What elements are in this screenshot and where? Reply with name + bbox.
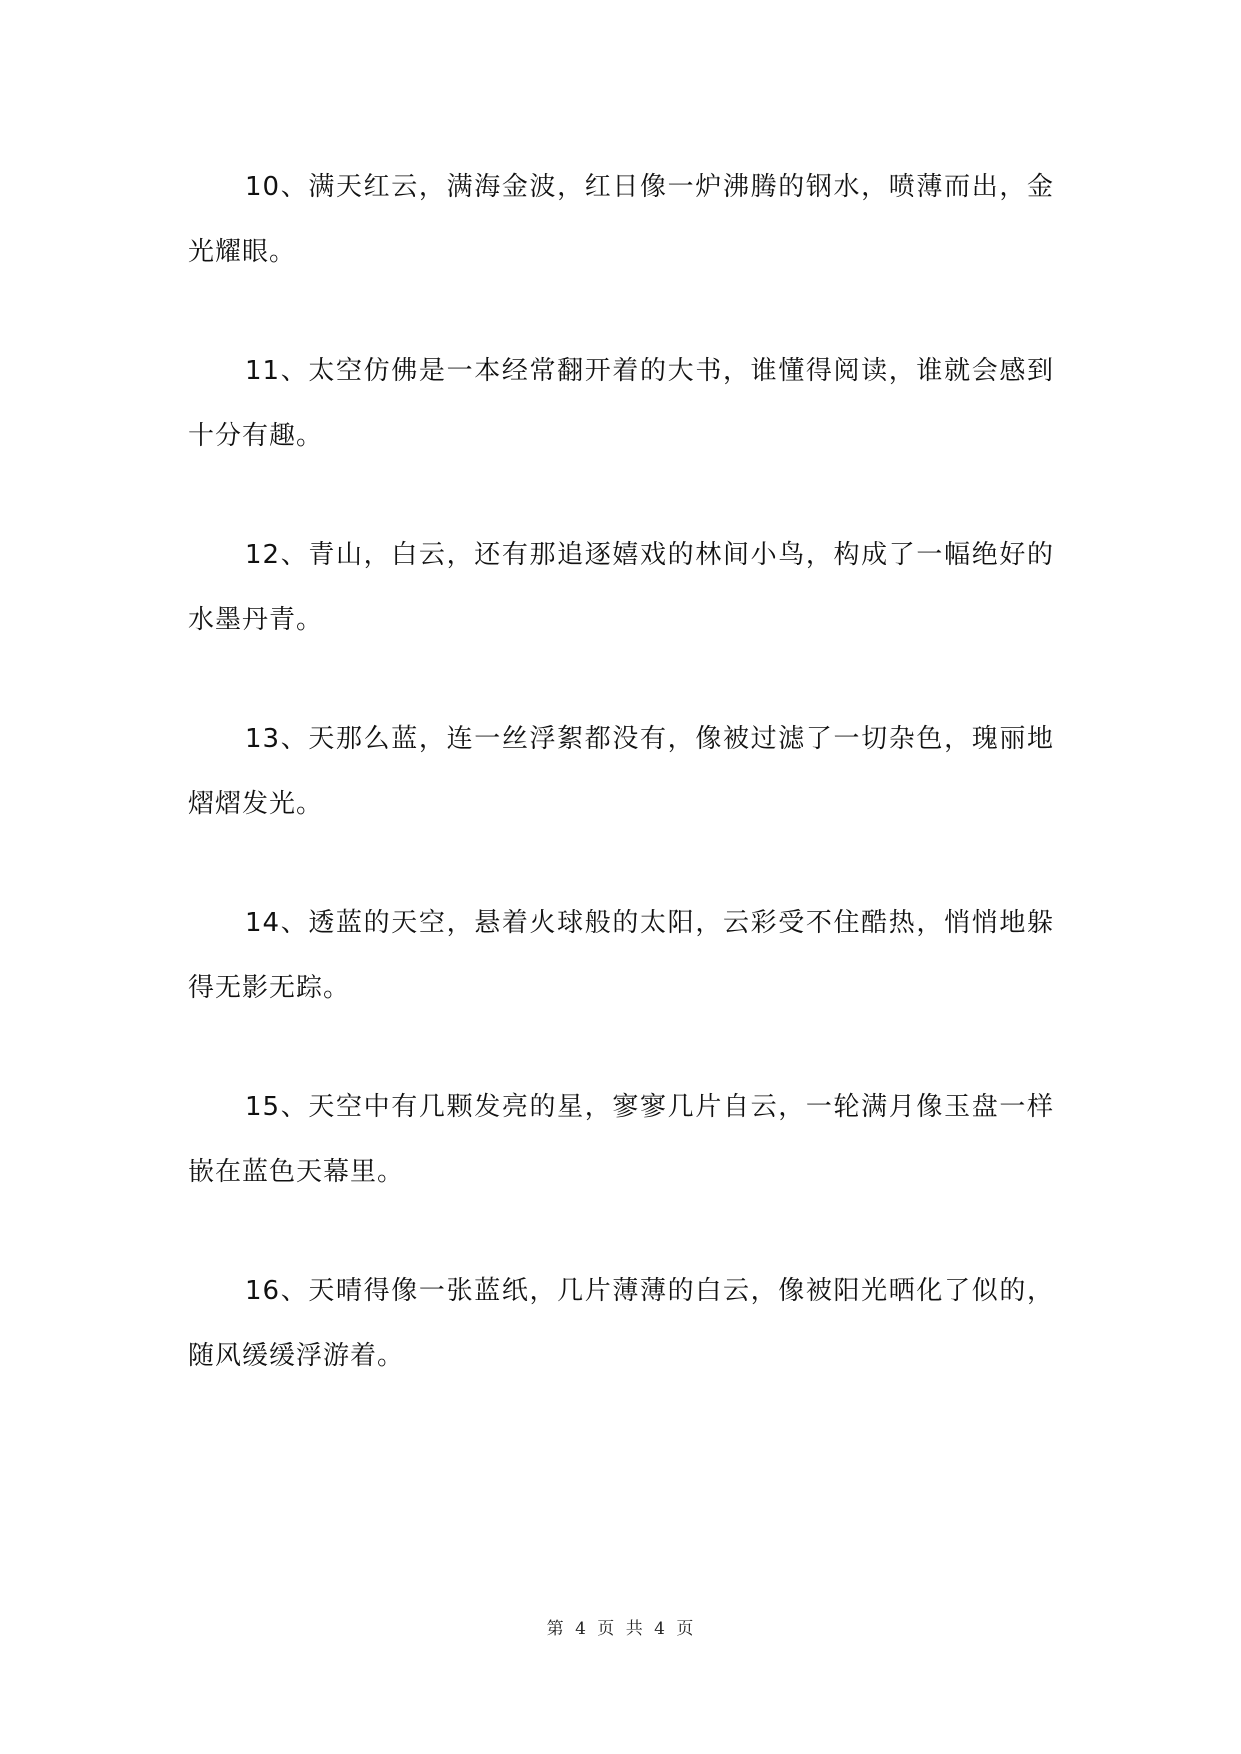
paragraph-number: 16 [245,1276,281,1306]
paragraph-text: 、透蓝的天空，悬着火球般的太阳，云彩受不住酷热，悄悄地躲得无影无踪。 [188,908,1054,1003]
paragraph-text: 、满天红云，满海金波，红日像一炉沸腾的钢水，喷薄而出，金光耀眼。 [188,172,1054,267]
paragraph-number: 11 [245,356,281,386]
page-footer [0,1617,1241,1641]
paragraph-15 [188,1075,1054,1205]
paragraph-10 [188,155,1054,285]
paragraph-text: 、天那么蓝，连一丝浮絮都没有，像被过滤了一切杂色，瑰丽地熠熠发光。 [188,724,1054,819]
paragraph-text: 、天空中有几颗发亮的星，寥寥几片自云，一轮满月像玉盘一样嵌在蓝色天幕里。 [188,1092,1054,1187]
paragraph-number: 10 [245,172,281,202]
paragraph-number: 13 [245,724,281,754]
paragraph-16 [188,1259,1054,1389]
paragraph-number: 15 [245,1092,281,1122]
paragraph-number: 12 [245,540,281,570]
paragraph-12 [188,523,1054,653]
page-number-label: 第 4 页 共 4 页 [546,1619,695,1639]
paragraph-14 [188,891,1054,1021]
document-body [188,155,1054,1443]
paragraph-text: 、青山，白云，还有那追逐嬉戏的林间小鸟，构成了一幅绝好的水墨丹青。 [188,540,1054,635]
paragraph-11 [188,339,1054,469]
paragraph-number: 14 [245,908,281,938]
paragraph-13 [188,707,1054,837]
paragraph-text: 、天晴得像一张蓝纸，几片薄薄的白云，像被阳光晒化了似的，随风缓缓浮游着。 [188,1276,1054,1371]
paragraph-text: 、太空仿佛是一本经常翻开着的大书，谁懂得阅读，谁就会感到十分有趣。 [188,356,1054,451]
